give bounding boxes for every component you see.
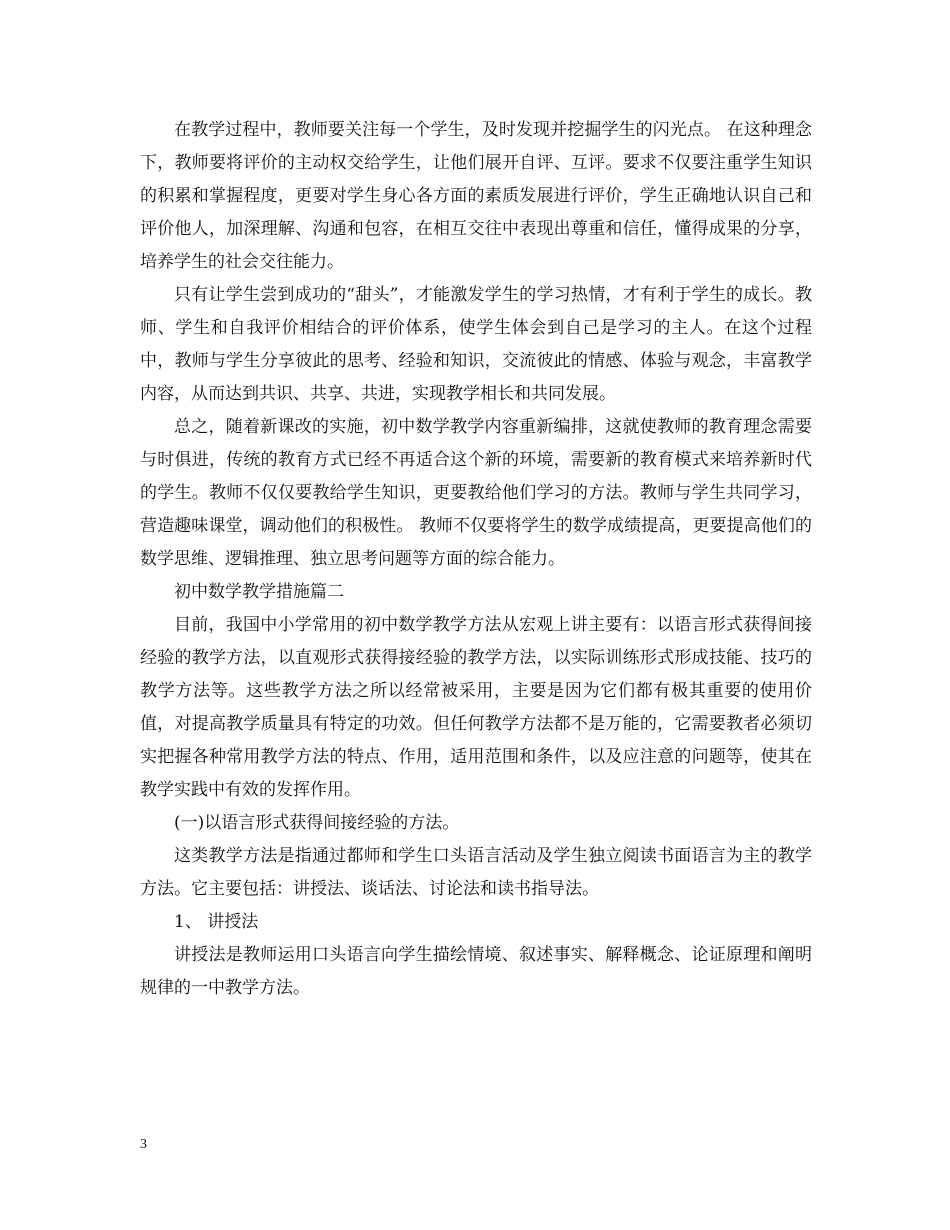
paragraph-conclusion: 总之，随着新课改的实施，初中数学教学内容重新编排，这就使教师的教育理念需要与时俱进，传统的教育方式已经不再适合这个新的环境，需要新的教育模式来培养新时代的学生。教师不仅仅要教给学生知识，更要教给他们学习的方法。教师与学生共同学习，营造趣味课堂，调动他们的积极性。 教师不仅要将学生的数学成绩提高，更要提高他们的数学思维、逻辑推理、独立思考问题等方面的综合能力。 [140,417,812,569]
page-number: 3 [140,1137,147,1152]
item-heading-lecture: 1、 讲授法 [174,912,259,932]
document-body [140,114,812,1005]
paragraph-methods-overview: 目前，我国中小学常用的初中数学教学方法从宏观上讲主要有：以语言形式获得间接经验的教学方法，以直观形式获得接经验的教学方法，以实际训练形式形成技能、技巧的教学方法等。这些教学方法之所以经常被采用，主要是因为它们都有极其重要的使用价值，对提高教学质量具有特定的功效。但任何教学方法都不是万能的，它需要教者必须切实把握各种常用教学方法的特点、作用，适用范围和条件，以及应注意的问题等，使其在教学实践中有效的发挥作用。 [140,615,812,800]
paragraph-success: 只有让学生尝到成功的“甜头”，才能激发学生的学习热情，才有利于学生的成长。教师、学生和自我评价相结合的评价体系，使学生体会到自己是学习的主人。在这个过程中，教师与学生分享彼此的思考、经验和知识，交流彼此的情感、体验与观念，丰富教学内容，从而达到共识、共享、共进，实现教学相长和共同发展。 [140,285,812,404]
paragraph-language-methods: 这类教学方法是指通过都师和学生口头语言活动及学生独立阅读书面语言为主的教学方法。它主要包括：讲授法、谈话法、讨论法和读书指导法。 [140,846,812,899]
paragraph-lecture-definition: 讲授法是教师运用口头语言向学生描绘情境、叙述事实、解释概念、论证原理和阐明规律的一中教学方法。 [140,945,812,998]
section-heading: 初中数学教学措施篇二 [174,582,344,602]
paragraph-evaluation: 在教学过程中，教师要关注每一个学生，及时发现并挖掘学生的闪光点。 在这种理念下，教师要将评价的主动权交给学生，让他们展开自评、互评。要求不仅要注重学生知识的积累和掌握程度，更要对学生身心各方面的素质发展进行评价，学生正确地认识自己和评价他人，加深理解、沟通和包容，在相互交往中表现出尊重和信任，懂得成果的分享，培养学生的社会交往能力。 [140,120,812,272]
subsection-heading: (一)以语言形式获得间接经验的方法。 [174,813,460,833]
